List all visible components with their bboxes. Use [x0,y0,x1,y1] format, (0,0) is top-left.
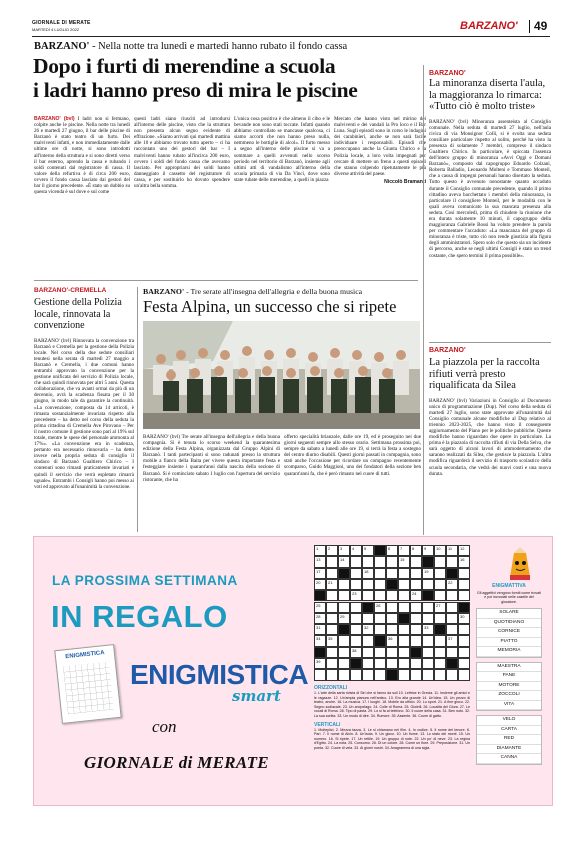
crossword-cell [434,635,446,646]
crossword-cell [326,602,338,613]
crossword-cell [374,624,386,635]
crossword-cell [398,568,410,579]
crossword-cell [422,590,434,601]
word-item: VELO [477,716,541,726]
crossword-cell [338,669,350,680]
crossword-cell [338,613,350,624]
crossword-number: 11 [448,546,453,551]
crossword-number: 37 [448,636,453,642]
crossword-number: 7 [400,546,403,551]
crossword-cell [458,669,470,680]
crossword-cell [458,590,470,601]
crossword-cell [458,568,470,579]
issue-date: MARTEDÌ 4 LUGLIO 2022 [32,27,80,32]
crossword-cell [398,579,410,590]
crossword-cell [350,568,362,579]
crossword-cell [386,635,398,646]
crossword-cell [458,545,470,556]
crossword-number: 24 [412,591,417,597]
crossword-number: 30 [460,613,465,619]
festa-col-1 [143,434,280,483]
crossword-number: 3 [340,546,343,551]
word-groups [476,608,542,765]
main-col-3 [234,116,330,183]
crossword-cell [350,658,362,669]
crossword-cell [326,545,338,556]
crossword-cell [314,602,326,613]
crossword-number: 27 [436,602,441,608]
crossword-cell [374,545,386,556]
word-item: SOLARE [477,609,541,619]
headline-line-1: Dopo i furti di merendine a scuola [33,54,336,78]
crossword-cell [338,635,350,646]
crossword-cell [398,613,410,624]
crossword-cell [314,556,326,567]
crossword-cell [458,658,470,669]
crossword-cell [398,669,410,680]
crossword-cell [410,579,422,590]
col2-text: questi ladri siano riusciti ad introdursi all'interno delle piscine, visto che la struttura non presenta alcun segno evidente di effrazione. «Siamo arrivati qui martedì mattina alle 10 e abbiamo trovato tutto aperto – ci ha raccontato uno dei gestori del bar – I malviventi hanno rubato all'incirca 200 euro, ovvero i soldi del fondo cassa che avevamo lasciato. Per appropriarsi dei soldi hanno danneggiato il cassetto del registratore di cassa, e per sostituirlo ho dovuto spendere un'altra bella somma. [134,116,230,190]
page-divider [529,20,530,33]
festa-kicker [143,287,423,296]
crossword-cell [386,602,398,613]
crossword-number: 13 [316,557,321,563]
crossword-number: 31 [316,625,321,631]
crossword-cell [362,590,374,601]
orizzontali-text: 1. L'arte della sarta rivista di Siri che si fanno da soli 10. Lettrice in Grecia. 11. Insieme gli amici e le ragazze. 12. Un'ampia pianura nell'antico. 13. Ero alla grande 14. Un'idea. 15. Un pezzo di teatro, anche. 16. La musica. 17. I luoghi. 18. Mobile da ufficio. 20. Lo sport. 21. A fine gioco. 22. Segno zodiacale. 23. Un arcipelago. 24. Colle di Roma. 25. Gioielli. 26. Località del Giura. 27. Le vocali di Roma. 28. Tipo di pasta. 29. Lo si fa al telefono. 30. Il cuore della casa. 31. Ben noto. 32. La sua scritta. 33. Un modo di dire. 34. Rumore. 35. Assente. 36. Cuore di gatto. [314,691,470,718]
crossword-number: 12 [460,546,465,551]
crossword-cell [374,669,386,680]
crossword-cell [386,590,398,601]
advert-logo: ENIGMISTICA [130,659,309,690]
crossword-cell [338,658,350,669]
crossword-cell [410,556,422,567]
crossword-cell [422,658,434,669]
crossword-number: 1 [316,546,319,551]
crossword-cell [362,556,374,567]
crossword-number: 19 [424,568,429,574]
crossword-cell [314,613,326,624]
crossword-cell [326,579,338,590]
crossword-cell [458,579,470,590]
word-item: RED [477,735,541,745]
crossword-cell [362,647,374,658]
crossword-number: 32 [364,625,369,631]
crossword-number: 15 [400,557,405,563]
paper-name: GIORNALE DI MERATE [32,20,91,26]
crossword-cell [398,590,410,601]
crossword-cell [398,635,410,646]
crossword-cell [434,556,446,567]
crossword-cell [446,669,458,680]
advert-logo-sub: smart [232,687,281,705]
wordlist-title: ENIGMATTIVA [492,583,526,589]
masthead-rule [32,36,550,37]
crossword-cell [410,545,422,556]
crossword-cell [434,590,446,601]
festa-col2-text: offerto specialità brianzole, dalle ore 19, ed è proseguito nei due giorni seguenti sempre allo stesso orario. Settimana prossima poi, sempre da sabato a lunedì alle ore 19, si terrà la festa a sostegno del centro diurno disabili. Questi giorni passati in compagnia, sono stati anche l'occasione per ricordare un compagno recentemente scomparso, Guido Maggioni, uno dei fondatori della sezione ben quarant'anni fa, che è però rimasto nel cuore di tutti. [284,434,421,477]
crossword-number: 21 [328,579,333,585]
word-item: MEMORIA [477,647,541,657]
word-group [476,662,542,712]
crossword-cell [386,624,398,635]
crossword-cell [314,669,326,680]
crossword-cell [446,556,458,567]
advert [33,536,553,806]
crossword-cell [434,658,446,669]
crossword-cell [314,635,326,646]
crossword-cell [314,579,326,590]
crossword-number: 38 [352,647,357,653]
crossword-cell [374,613,386,624]
crossword-number: 35 [328,636,333,642]
advert-con: con [152,717,177,736]
crossword-number: 14 [340,557,345,563]
word-item: ZOCCOLI [477,691,541,701]
crossword-cell [314,658,326,669]
col3-text: L'unica cosa positiva è che almeno il cibo e le bevande non sono stati toccate. Infatti quando abbiamo controllato se mancasse qualcosa, ci siamo accorti che non hanno preso nulla, nemmeno le bottiglie di alcol». Il furto messo a segno all'interno delle piscine si va a sommare a quelli avvenuti nello scorso periodo nel territorio di Barzanò, insieme agli ultimi atti di vandalismo all'interno della scuola primaria di via Da Vinci, dove sono state rubate delle merendine, a quelli in piazza [234,116,330,183]
byline: Niccolò Bramanti [384,178,426,185]
crossword-cell [398,647,410,658]
right-article-2 [429,347,551,477]
left-article-rule [34,280,418,281]
right-article-2-rule [429,342,551,343]
crossword-cell [446,568,458,579]
crossword-cell [362,568,374,579]
headline-line-2: i ladri hanno preso di mira le piscine [33,77,358,102]
crossword-cell [326,635,338,646]
crossword-number: 25 [316,602,321,608]
crossword-number: 9 [424,546,427,551]
clues-block [314,685,470,751]
crossword-number: 26 [376,602,381,608]
cover-title: ENIGMISTICA [65,650,105,661]
crossword-cell [446,624,458,635]
word-item: MAESTRA [477,663,541,673]
crossword-cell [458,556,470,567]
crossword-cell [362,602,374,613]
crossword-cell [326,624,338,635]
crossword-cell [326,647,338,658]
crossword-number: 16 [460,557,465,563]
page-number: 49 [534,19,548,33]
left-article [34,287,134,490]
word-item: CARTA [477,726,541,736]
crossword-cell [338,624,350,635]
crossword-cell [458,613,470,624]
crossword-cell [338,602,350,613]
crossword-cell [434,624,446,635]
crossword-number: 17 [316,568,321,574]
main-col-4 [334,116,426,185]
left-col-divider [137,287,138,532]
crossword-cell [386,545,398,556]
left-place: BARZANO'-CREMELLA [34,287,107,294]
crossword-cell [446,613,458,624]
col4-text: Mercato che hanno visto nel mirino dei malviventi e dei vandali la Pro loco e il Bar Luna. Sugli episodi sono in corso le indagini dei carabinieri, anche se non sarà facile individuare i responsabili. Episodi che preoccupano anche la Giunta Chirico e la Polizia locale, a loro volta impegnati per cercare di mettere un freno a questi episodi che stanno colpendo ripetutamente le più diverse attività del paese. [334,116,426,177]
crossword-cell [374,568,386,579]
crossword-cell [410,624,422,635]
crossword-cell [446,590,458,601]
crossword-cell [374,635,386,646]
crossword-number: 33 [424,625,429,631]
crossword-number: 36 [388,636,393,642]
crossword-cell [398,658,410,669]
crossword-cell [326,590,338,601]
crossword-cell [386,568,398,579]
crossword-cell [398,545,410,556]
verticali-title: VERTICALI [314,721,341,728]
advert-line-2: IN REGALO [51,599,228,634]
main-headline [33,55,428,102]
crossword-cell [446,545,458,556]
crossword-cell [446,647,458,658]
word-item: MOTORE [477,682,541,692]
crossword-cell [422,647,434,658]
crossword-cell [422,635,434,646]
crossword-cell [410,602,422,613]
crossword-cell [434,669,446,680]
crossword-cell [446,635,458,646]
crossword-cell [422,556,434,567]
right1-place: BARZANO' [429,70,466,77]
crossword-cell [386,613,398,624]
crossword-cell [422,602,434,613]
right2-body: BARZANO' (bvl) Variazioni in Consiglio al Documento unico di programmazione (Dup). Nel corso della seduta di martedì 27 luglio, sono state approvate all'unanimità dal Consiglio comunale alcune modifiche al Dup relativo al triennio 2023-2025, che hanno visto il conseguente aggiornamento del Piano per le politiche pubbliche. Queste modifiche hanno riguardato due opere in particolare. La prima è la piazzola di raccolta rifiuti di via Della Selva, che sarà oggetto di alcuni lavori di ammodernamento che saranno realizzati da Silea, che gestisce la piazzola. L'altra modifica riguarderà il servizio di trasporto scolastico della scuola secondaria, che vedrà dei nuovi costi e una nuova durata. [429,397,551,477]
kicker-text: - Nella notte tra lunedì e martedì hanno rubato il fondo cassa [92,41,348,52]
crossword-number: 22 [448,579,453,585]
dateline: BARZANO' (bvl) [34,116,75,122]
crossword-cell [338,647,350,658]
right2-headline: La piazzola per la raccolta rifiuti verrà presto riqualificata da Silea [429,357,540,391]
crossword-cell [410,568,422,579]
crossword-cell [350,635,362,646]
left-body: BARZANO' (bvl) Rinnovata la convenzione tra Barzanò e Cremella per la gestione della Polizia locale. Nel corso della due sedute consiliari tenutesi nella serata di martedì 27 maggio a Barzanò e Cremella, i due comuni hanno entrambi approvato la convenzione per la gestione unificata del servizio di Polizia locale, che sarà quindi rinnovata per altri 5 anni. Questa collaborazione, che va avanti ormai da più di un decennio, avrà la scadenza fissata per il 30 giugno, in modo tale da garantire la continuità. «La convenzione, composta da 14 articoli, è rimasta sostanzialmente invariata rispetto alla precedente – ha detto nel corso della seduta la prima cittadina di Cremella Ave Pirovano – Per il nostro comune il gestione sono pari al 19% sul totale, mentre le spese del personale ammonta al 17%». «La convenzione era in scadenza, pertanto era necessario rinnovarla – ha detto invece nella propria seduta di consiglio il sindaco di Barzanò Gualtiero Chirico – I contenuti sono rimasti praticamente invariati e quindi il servizio che verrà espletato rimarrà uguale». Entrambi i Consigli hanno poi messo ai voti ed approvato all'unanimità la convenzione. [34,337,134,490]
crossword-cell [434,545,446,556]
main-col-2 [134,116,230,189]
crossword-number: 18 [364,568,369,574]
word-item: DIAMANTE [477,745,541,755]
crossword-number: 23 [352,591,357,597]
crossword-cell [422,613,434,624]
word-item: VITA [477,701,541,711]
crossword-cell [362,624,374,635]
right1-headline: La minoranza diserta l'aula, la maggioranza lo rimarca: «Tutto ciò è molto triste» [429,78,546,112]
wordlist-intro: Gli aggettivi vengono forniti come trovati e poi incrociati nelle caselle del giocatore. [477,591,541,604]
verticali-text: 1. Molteplici. 2. Mezza tazza. 3. Le si chiamano nei film. 4. In codice. 5. Il nome del tenore. 6. Pari. 7. Il nome di Alvin. 8. Un'isola. 9. Un gioco. 10. Un fiume. 13. Lo stato dei monti. 15. Un numero. 16. Si ripete. 17. Un rettile. 19. Un gruppo di note. 22. Un po' di neve. 23. La regina d'Egitto. 24. La nota. 25. Consumo. 26. Di un colore. 28. Come un fiore. 29. Preposizione. 31. Un poeta. 32. Cuore di vela. 33. Ai giorni nostri. 34. Anagramma di una sigla. [314,727,470,750]
crossword-cell [386,669,398,680]
crossword-cell [410,669,422,680]
crossword-number: 28 [316,613,321,619]
crossword-cell [314,590,326,601]
crossword-cell [326,613,338,624]
crossword-cell [362,635,374,646]
crossword-cell [434,568,446,579]
col1-text: I ladri non si fermano, colpite anche le piscine. Nella notte tra lunedì 26 e martedì 27 giugno, il bar delle piscine di Barzanò è stato teatro di un furto. Dei malviventi infatti, e non immediatamente dalle ultime ore di notte, si sono introdotti all'interno della struttura e si sono diretti verso il bar esterno, aprendo la cassa e rubando i soldi contenuti dal registratore di cassa. Il valore della refurtiva è di circa 200 euro, ovvero il fondo cassa lasciato dai gestori del bar il giorno precedente. «È stato un dubbio su questa vicenda è sul dove e sul come [34,116,130,196]
crossword-cell [314,545,326,556]
festa-col-2 [284,434,421,477]
crossword-cell [410,590,422,601]
crossword-cell [398,624,410,635]
crossword-cell [386,658,398,669]
festa-photo [143,321,420,429]
main-kicker [34,41,424,52]
advert-line-1: LA PROSSIMA SETTIMANA [52,573,238,588]
crossword-cell [422,624,434,635]
crossword-cell [374,647,386,658]
crossword-cell [350,545,362,556]
crossword-cell [350,624,362,635]
right2-place: BARZANO' [429,347,466,354]
crossword-cell [434,602,446,613]
crossword-cell [374,590,386,601]
crossword-cell [338,556,350,567]
crossword-cell [410,635,422,646]
crossword-cell [362,545,374,556]
crossword-cell [314,568,326,579]
crossword-cell [350,590,362,601]
crossword-cell [338,579,350,590]
crossword-cell [422,579,434,590]
word-group [476,608,542,658]
crossword-cell [362,579,374,590]
crossword-cell [338,568,350,579]
crossword-cell [374,579,386,590]
crossword-number: 29 [340,613,345,619]
word-group [476,715,542,765]
word-item: CORNICE [477,628,541,638]
crossword-cell [326,556,338,567]
festa-place: BARZANO' [143,287,185,296]
festa-kicker-text: - Tre serate all'insegna dell'allegria e della buona musica [186,287,363,296]
crossword-cell [422,669,434,680]
crossword-cell [350,579,362,590]
word-item: PIATTO [477,638,541,648]
crossword-cell [374,602,386,613]
right-article-1 [429,70,551,259]
crossword-number: 2 [328,546,331,551]
main-col-1 [34,116,130,195]
wordlist-panel [476,583,542,769]
kicker-place: BARZANO' [34,41,90,52]
crossword-cell [326,669,338,680]
crossword-number: 34 [316,636,321,642]
crossword-cell [398,602,410,613]
crossword-cell [386,579,398,590]
masthead [32,20,552,42]
crossword-number: 39 [316,659,321,664]
crossword-cell [326,568,338,579]
crossword-cell [410,647,422,658]
crossword-cell [338,545,350,556]
crossword-grid [314,545,470,681]
crossword-cell [434,647,446,658]
crossword-cell [458,602,470,613]
crossword-cell [398,556,410,567]
orizzontali-title: ORIZZONTALI [314,685,348,691]
crossword-cell [314,624,326,635]
crossword-cell [458,624,470,635]
festa-headline: Festa Alpina, un successo che si ripete [143,297,397,316]
word-item: QUOTIDIANO [477,619,541,629]
crossword-cell [434,579,446,590]
crossword-cell [374,556,386,567]
crossword-cell [410,613,422,624]
crossword-cell [362,613,374,624]
crossword-cell [422,568,434,579]
crossword-cell [314,647,326,658]
crossword-cell [362,658,374,669]
crossword-cell [446,579,458,590]
pencil-icon [504,547,536,581]
crossword-cell [458,635,470,646]
crossword-cell [350,602,362,613]
crossword-cell [362,669,374,680]
word-item: CANNA [477,754,541,764]
crossword-cell [338,590,350,601]
crossword-number: 4 [352,546,355,551]
crossword-number: 10 [436,546,441,551]
crossword-cell [446,602,458,613]
crossword-cell [458,647,470,658]
magazine-cover [54,644,121,724]
left-headline: Gestione della Polizia locale, rinnovata la convenzione [34,297,122,331]
crossword-cell [386,647,398,658]
festa-col1-text: BARZANO' (bvl) Tre serate all'insegna dell'allegria e della buona compagnia. Si è tenuta lo scorso weekend la quarantesima edizione della Festa Alpina, organizzata dal Gruppo Alpini di Barzanò. I tanti partecipanti si sono radunati presso la struttura mobile a fianco della Baita per vivere questa importante festa e festeggiare insieme i quarant'anni dalla nascita della sezione di Barzanò. Si è cominciato sabato 1 luglio con l'apertura del servizio ristorante, che ha [143,434,280,483]
crossword-cell [446,658,458,669]
word-item: PANE [477,672,541,682]
crossword-cell [350,669,362,680]
crossword-number: 6 [388,546,391,551]
right1-body: BARZANO' (bvl) Minoranza assenteista al Consiglio comunale. Nella seduta di martedì 27 luglio, nell'aula civica di via Monsignor Colli, si è svolta una seduta consiliare particolare rispetto al solito, perché ha visto la presenza di solamente 7 membri, compreso il sindaco Gualtiero Chirico. In particolare, è spiccata l'assenza dell'intero gruppo di minoranza «Avvi Oggi e Domani Barzanò», composto dal capogruppo Edoardo Colzani, Roberta Balladio, Leonardo Molteni e Tommaso Monteil, che a causa di impegni personali hanno disertato la seduta. Tutto questo è avvenuto nonostante quanto accaduto durante il Consiglio comunale precedente, quando il primo cittadino aveva bacchettato i membri della minoranza, in particolare il consigliere Monteil, per le modalità con le quali aveva comunicato la sua mancata presenza alla seduta. Così mercoledì, prima di chiudere la riunione che era durata solamente 10 minuti, il capogruppo della maggioranza Gabriele Bossi ha voluto prendere la parola per commentare l'accaduto: «La mancanza del gruppo di minoranza è triste, tutto ciò non rende giustizia alla figura degli amministratori. Spero solo che questo sia un incidente di percorso, anche se negli ultimi Consigli è stato un trend costante, che spero termini il prima possibile». [429,118,551,259]
crossword-cell [434,613,446,624]
crossword-number: 5 [364,546,367,551]
crossword-cell [350,613,362,624]
crossword-number: 20 [316,579,321,585]
crossword-cell [374,658,386,669]
section-name: BARZANO' [460,20,518,32]
crossword-cell [386,556,398,567]
crossword-cell [410,658,422,669]
crossword-cell [350,556,362,567]
crossword-cell [326,658,338,669]
advert-paper-logo: GIORNALE di MERATE [84,753,269,772]
crossword-cell [350,647,362,658]
crossword-number: 8 [412,546,415,551]
crossword-cell [422,545,434,556]
